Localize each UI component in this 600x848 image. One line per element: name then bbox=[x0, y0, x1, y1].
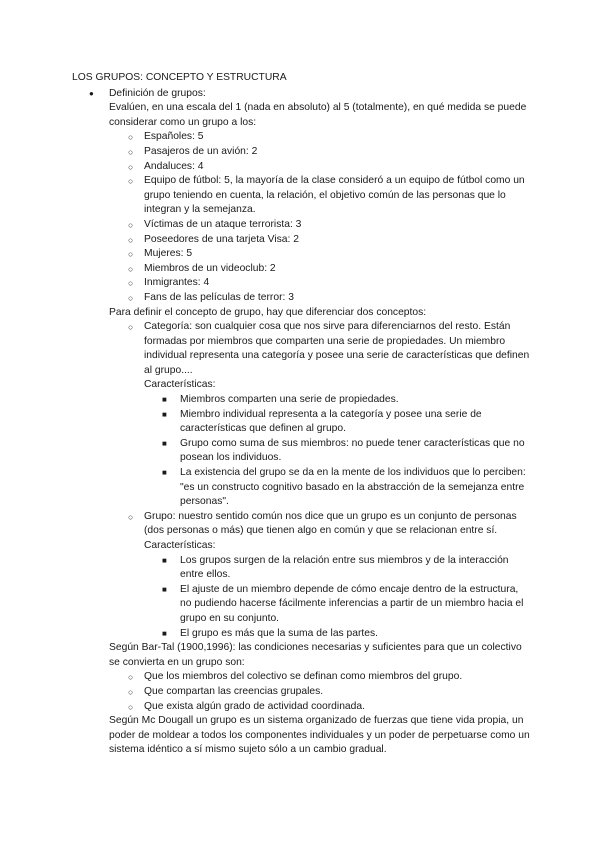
bullet-circle-icon: ○ bbox=[128, 322, 134, 333]
definition-heading-item bbox=[72, 87, 530, 102]
list-item: ○ Fans de las películas de terror: 3 bbox=[72, 291, 530, 306]
list-item: ■ El grupo es más que la suma de las partes. bbox=[72, 627, 530, 642]
grupo-item bbox=[72, 510, 530, 539]
bullet-square-icon: ■ bbox=[162, 409, 167, 419]
list-item: ■ Miembros comparten una serie de propiedades. bbox=[72, 393, 530, 408]
bullet-circle-icon: ○ bbox=[128, 146, 134, 157]
list-item: ○ Que exista algún grado de actividad coordinada. bbox=[72, 700, 530, 715]
definition-heading: Definición de grupos: bbox=[109, 87, 206, 99]
bullet-circle-icon: ○ bbox=[128, 176, 134, 187]
categoria-item bbox=[72, 320, 530, 378]
mcdougall-paragraph: Según Mc Dougall un grupo es un sistema organizado de fuerzas que tiene vida propia, un poder de moldear a todos los componentes individuales y un poder de perpetuarse como un sistema idéntico a sí mismo sujeto sólo a un cambio gradual. bbox=[109, 715, 530, 756]
survey-intro: Evalúen, en una escala del 1 (nada en absoluto) al 5 (totalmente), en qué medida se puede considerar como un grupo a los: bbox=[109, 102, 527, 128]
bullet-circle-icon: ○ bbox=[128, 292, 134, 303]
list-item: ■ Grupo como suma de sus miembros: no puede tener características que no posean los individuos. bbox=[162, 437, 525, 464]
list-item: ○ Que los miembros del colectivo se definan como miembros del grupo. bbox=[72, 670, 530, 685]
bartal-intro: Según Bar-Tal (1900,1996): las condiciones necesarias y suficientes para que un colectivo se convierta en un grupo son: bbox=[109, 642, 522, 668]
categoria-characteristics-label: Características: bbox=[144, 379, 216, 391]
list-item: ■ La existencia del grupo se da en la mente de los individuos que lo perciben: "es un constructo cognitivo basado en la abstracción de la semejanza entre personas". bbox=[162, 467, 526, 508]
list-item: ○ Poseedores de una tarjeta Visa: 2 bbox=[72, 233, 530, 248]
bullet-circle-icon: ○ bbox=[128, 686, 134, 697]
list-item: ○ Pasajeros de un avión: 2 bbox=[72, 145, 530, 160]
bullet-square-icon: ■ bbox=[162, 438, 167, 448]
list-item: ○ Inmigrantes: 4 bbox=[72, 276, 530, 291]
list-item: ■ Los grupos surgen de la relación entre sus miembros y de la interacción entre ellos. bbox=[162, 554, 509, 581]
list-item: ■ Miembro individual representa a la categoría y posee una serie de características que definen al grupo. bbox=[162, 408, 482, 435]
list-item: ○ Víctimas de un ataque terrorista: 3 bbox=[72, 218, 530, 233]
list-item: ○ Andaluces: 4 bbox=[72, 160, 530, 175]
bullet-circle-icon: ○ bbox=[128, 161, 134, 172]
bullet-circle-icon: ○ bbox=[128, 219, 134, 230]
ratings-list bbox=[72, 130, 530, 305]
grupo-characteristics-label: Características: bbox=[144, 540, 216, 551]
document-body bbox=[72, 71, 530, 758]
bullet-circle-icon: ○ bbox=[128, 234, 134, 245]
list-item: ■ El ajuste de un miembro depende de cómo encaje dentro de la estructura, no pudiendo hacerse fácilmente inferencias a partir de un miembro hacia el grupo en su conjunto. bbox=[162, 583, 524, 624]
bartal-list bbox=[72, 670, 530, 714]
list-item: ○ Españoles: 5 bbox=[72, 130, 530, 145]
bullet-circle-icon: ○ bbox=[128, 263, 134, 274]
grupo-characteristics-list bbox=[72, 554, 530, 642]
list-item: ○ Miembros de un videoclub: 2 bbox=[72, 262, 530, 277]
list-item: ○ Equipo de fútbol: 5, la mayoría de la clase consideró a un equipo de fútbol como un grupo teniendo en cuenta, la relación, el objetivo común de las personas que lo integran y la semejanza. bbox=[128, 175, 525, 216]
bullet-circle-icon: ○ bbox=[128, 278, 134, 289]
grupo-text: Grupo: nuestro sentido común nos dice que un grupo es un conjunto de personas (dos personas o más) que tienen algo en común y que se relacionan entre sí. bbox=[144, 510, 517, 537]
bullet-circle-icon: ○ bbox=[128, 249, 134, 260]
bullet-square-icon: ■ bbox=[162, 468, 167, 478]
bullet-circle-icon: ○ bbox=[128, 511, 134, 522]
concepts-intro: Para definir el concepto de grupo, hay que diferenciar dos conceptos: bbox=[109, 306, 427, 318]
categoria-characteristics-list bbox=[72, 393, 530, 510]
bullet-square-icon: ■ bbox=[162, 584, 167, 594]
bullet-square-icon: ■ bbox=[162, 555, 167, 565]
bullet-disc-icon: ● bbox=[89, 88, 94, 98]
document-title: LOS GRUPOS: CONCEPTO Y ESTRUCTURA bbox=[72, 72, 287, 83]
bullet-circle-icon: ○ bbox=[128, 701, 134, 712]
list-item: ○ Que compartan las creencias grupales. bbox=[72, 685, 530, 700]
categoria-text: Categoría: son cualquier cosa que nos sirve para diferenciarnos del resto. Están formadas por miembros que comparten una serie de propiedades. Un miembro individual representa una categoría y posee una serie de características que definen al grupo.... bbox=[144, 321, 530, 376]
list-item: ○ Mujeres: 5 bbox=[72, 247, 530, 262]
bullet-square-icon: ■ bbox=[162, 395, 167, 405]
bullet-square-icon: ■ bbox=[162, 628, 167, 638]
bullet-circle-icon: ○ bbox=[128, 132, 134, 143]
bullet-circle-icon: ○ bbox=[128, 672, 134, 683]
